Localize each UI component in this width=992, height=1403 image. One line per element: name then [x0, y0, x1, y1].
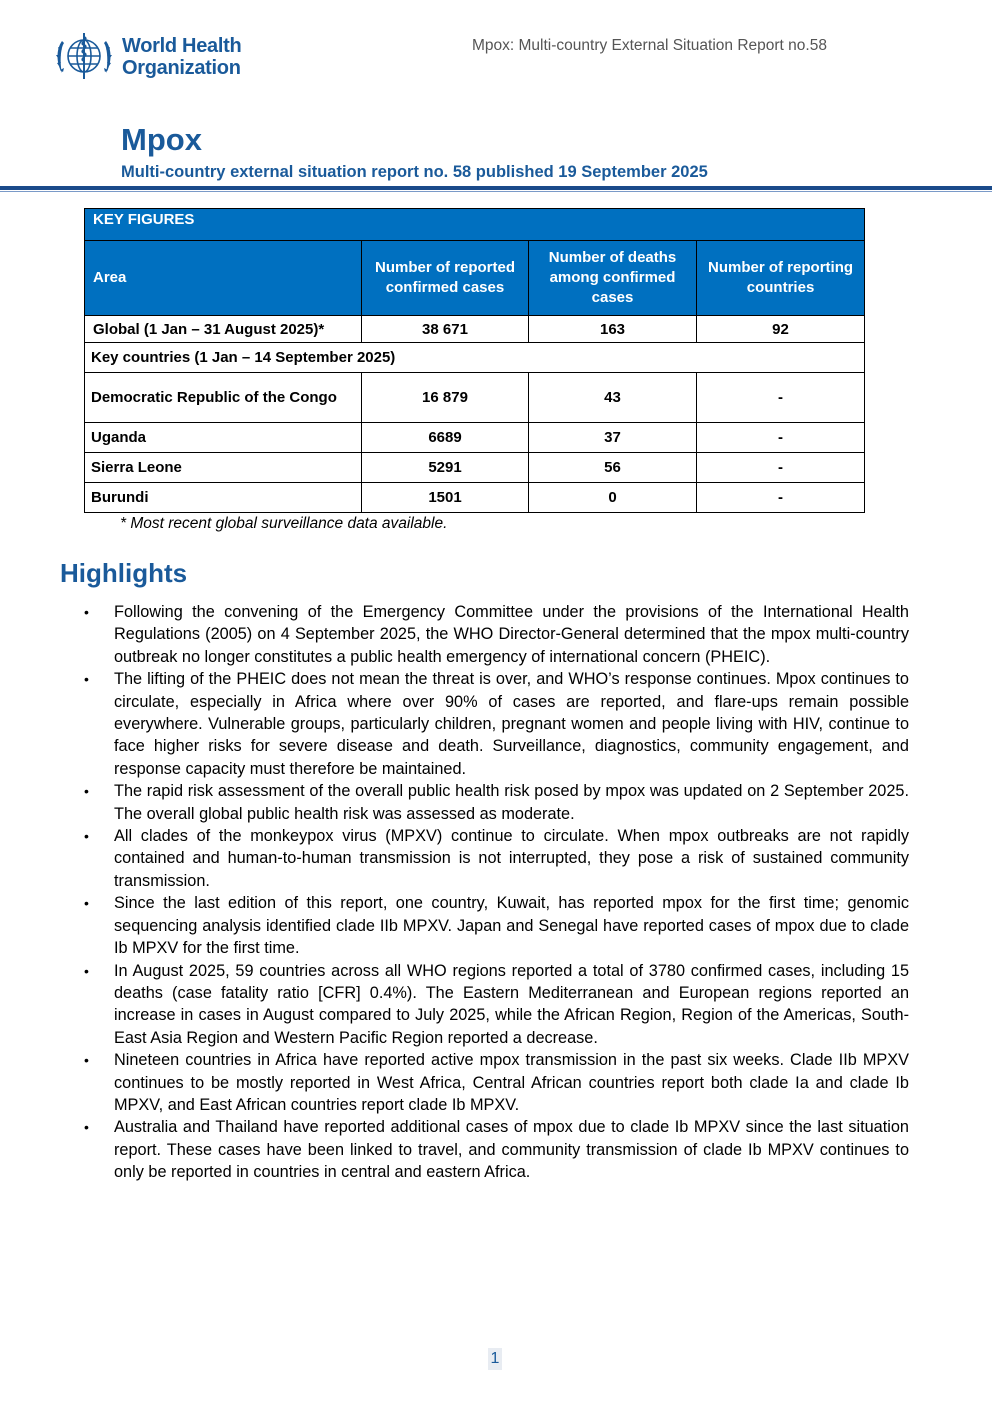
row-area: Burundi — [85, 483, 362, 513]
table-row — [85, 423, 865, 453]
table-row-global — [85, 316, 865, 343]
row-cases: 6689 — [362, 423, 529, 453]
key-figures-title: KEY FIGURES — [85, 209, 865, 241]
list-item — [84, 825, 909, 892]
bullet-icon: • — [84, 671, 89, 688]
highlights-heading: Highlights — [60, 558, 188, 588]
table-footnote: * Most recent global surveillance data available. — [120, 515, 448, 532]
table-row-section — [85, 343, 865, 373]
column-header-cases: Number of reported confirmed cases — [362, 241, 529, 316]
header-rule — [0, 186, 992, 190]
column-header-deaths: Number of deaths among confirmed cases — [529, 241, 697, 316]
column-header-area: Area — [85, 241, 362, 316]
bullet-icon: • — [84, 1119, 89, 1136]
document-title: Mpox — [121, 122, 202, 157]
row-countries: - — [697, 423, 865, 453]
row-countries: - — [697, 453, 865, 483]
page-number: 1 — [488, 1348, 502, 1370]
list-item-text: Australia and Thailand have reported additional cases of mpox due to clade Ib MPXV since the last situation report. These cases have been linked to travel, and community transmission of clade Ib MPXV continues to only be reported in countries in central and eastern Africa. — [114, 1118, 909, 1182]
bullet-icon: • — [84, 1052, 89, 1069]
row-deaths: 0 — [529, 483, 697, 513]
list-item-text: Following the convening of the Emergency Committee under the provisions of the International Health Regulations (2005) on 4 September 2025, the WHO Director-General determined that the mpox multi-country outbreak no longer constitutes a public health emergency of international concern (PHEIC). — [114, 603, 909, 666]
list-item — [84, 668, 909, 780]
row-cases: 16 879 — [362, 373, 529, 423]
table-row — [85, 373, 865, 423]
header-rule-thin — [0, 191, 992, 192]
list-item — [84, 1049, 909, 1116]
logo-line-2: Organization — [122, 57, 241, 79]
key-countries-heading: Key countries (1 Jan – 14 September 2025) — [85, 343, 865, 373]
row-area: Sierra Leone — [85, 453, 362, 483]
bullet-icon: • — [84, 604, 89, 620]
row-deaths: 56 — [529, 453, 697, 483]
table-title-row — [85, 209, 865, 241]
running-header: Mpox: Multi-country External Situation Report no.58 — [472, 37, 827, 54]
list-item-text: All clades of the monkeypox virus (MPXV) continue to circulate. When mpox outbreaks are not rapidly contained and human-to-human transmission is not interrupted, they pose a risk of sustained community transmission. — [114, 827, 909, 890]
row-deaths: 43 — [529, 373, 697, 423]
column-header-countries: Number of reporting countries — [697, 241, 865, 316]
table-header-row — [85, 241, 865, 316]
document-subtitle: Multi-country external situation report no. 58 published 19 September 2025 — [121, 163, 708, 181]
list-item — [84, 601, 909, 668]
list-item-text: In August 2025, 59 countries across all WHO regions reported a total of 3780 confirmed cases, including 15 deaths (case fatality ratio [CFR] 0.4%). The Eastern Mediterranean and European regions reported an increase in cases in August compared to July 2025, while the African Region, Region of the Americas, South-East Asia Region and Western Pacific Region reported a decrease. — [114, 961, 909, 1047]
list-item — [84, 960, 909, 1050]
bullet-icon: • — [84, 783, 89, 800]
list-item-text: The lifting of the PHEIC does not mean the threat is over, and WHO’s response continues. Mpox continues to circulate, especially in Africa where over 90% of cases are reported, and flare-ups remain possible everywhere. Vulnerable groups, particularly children, pregnant women and people living with HIV, continue to face higher risks for severe disease and death. Surveillance, diagnostics, community engagement, and response capacity must therefore be maintained. — [114, 670, 909, 778]
row-area: Uganda — [85, 423, 362, 453]
who-logo — [50, 27, 250, 87]
who-emblem-icon — [50, 27, 118, 87]
row-area: Democratic Republic of the Congo — [85, 373, 362, 423]
list-item — [84, 1116, 909, 1183]
row-countries: - — [697, 373, 865, 423]
bullet-icon: • — [84, 895, 89, 912]
list-item — [84, 892, 909, 959]
logo-line-1: World Health — [122, 35, 242, 57]
bullet-icon: • — [84, 828, 89, 845]
bullet-icon: • — [84, 962, 89, 979]
global-countries: 92 — [697, 316, 865, 343]
global-label: Global (1 Jan – 31 August 2025)* — [85, 316, 362, 343]
list-item — [84, 780, 909, 825]
row-cases: 1501 — [362, 483, 529, 513]
row-deaths: 37 — [529, 423, 697, 453]
table-row — [85, 453, 865, 483]
row-cases: 5291 — [362, 453, 529, 483]
key-figures-table — [84, 208, 865, 513]
who-logo-text — [122, 35, 241, 79]
list-item-text: The rapid risk assessment of the overall public health risk posed by mpox was updated on 2 September 2025. The overall global public health risk was assessed as moderate. — [114, 782, 909, 823]
list-item-text: Since the last edition of this report, one country, Kuwait, has reported mpox for the first time; genomic sequencing analysis identified clade IIb MPXV. Japan and Senegal have reported cases of mpox due to clade Ib MPXV for the first time. — [114, 894, 909, 958]
table-row — [85, 483, 865, 513]
list-item-text: Nineteen countries in Africa have reported active mpox transmission in the past six weeks. Clade IIb MPXV continues to be mostly reported in West Africa, Central African countries report both clade Ia and clade Ib MPXV, and East African countries report clade Ib MPXV. — [114, 1051, 909, 1114]
global-deaths: 163 — [529, 316, 697, 343]
highlights-list — [84, 601, 909, 1184]
global-cases: 38 671 — [362, 316, 529, 343]
row-countries: - — [697, 483, 865, 513]
